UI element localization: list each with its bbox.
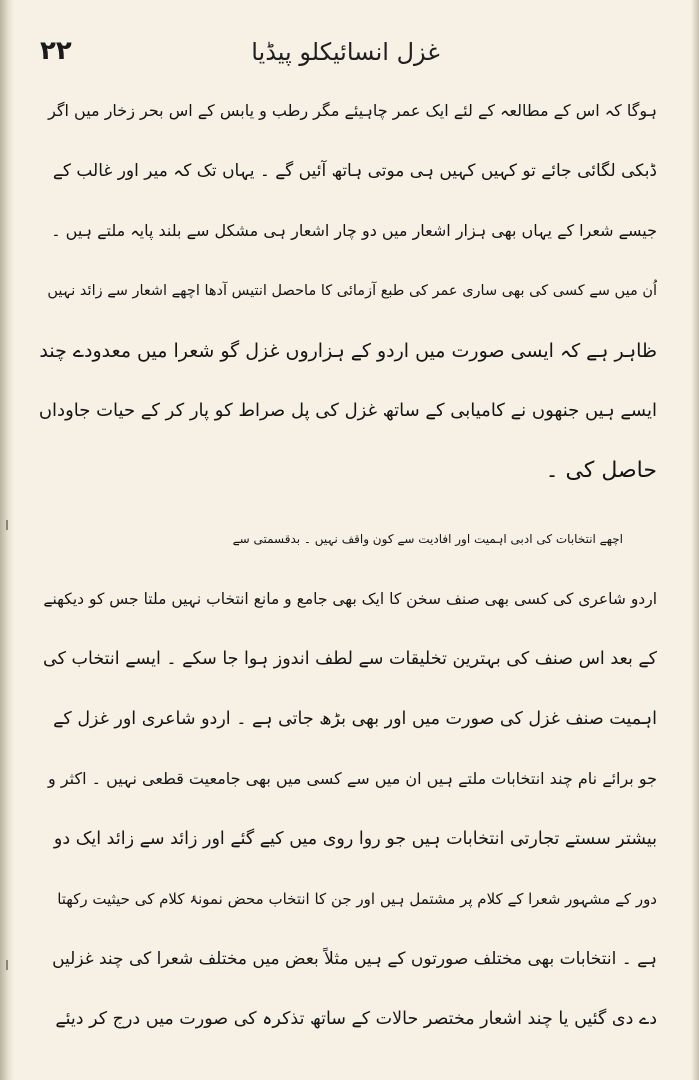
- text-line: اچھے انتخابات کی ادبی اہمیت اور افادیت سے کون واقف نہیں ۔ بدقسمتی سے: [232, 532, 623, 546]
- page-header: [40, 32, 651, 76]
- running-title: غزل انسائیکلو پیڈیا: [251, 38, 440, 66]
- text-line: دور کے مشہور شعرا کے کلام پر مشتمل ہیں اور جن کا انتخاب محض نمونۂ کلام کی حیثیت رکھتا: [57, 890, 657, 908]
- margin-mark: [6, 520, 14, 530]
- text-line: دے دی گئیں یا چند اشعار مختصر حالات کے ساتھ تذکرہ کی صورت میں درج کر دیئے: [55, 1009, 657, 1029]
- text-line: کے بعد اس صنف کی بہترین تخلیقات سے لطف اندوز ہوا جا سکے ۔ ایسے انتخاب کی: [43, 649, 657, 669]
- text-line: اردو شاعری کی کسی بھی صنف سخن کا ایک بھی جامع و مانع انتخاب نہیں ملتا جس کو دیکھنے: [43, 590, 657, 608]
- margin-mark: [6, 960, 14, 970]
- text-line: ڈبکی لگائی جائے تو کہیں کہیں ہی موتی ہاتھ آئیں گے ۔ یہاں تک کہ میر اور غالب کے: [52, 161, 657, 181]
- text-line: ایسے ہیں جنھوں نے کامیابی کے ساتھ غزل کی پل صراط کو پار کر کے حیات جاوداں: [38, 400, 657, 421]
- text-line: ظاہر ہے کہ ایسی صورت میں اردو کے ہزاروں غزل گو شعرا میں معدودے چند: [39, 340, 657, 362]
- paragraph-2: [40, 524, 657, 1034]
- text-line: ہے ۔ انتخابات بھی مختلف صورتوں کے ہیں مثلاً بعض میں مختلف شعرا کی چند غزلیں: [52, 949, 657, 969]
- text-line: جو برائے نام چند انتخابات ملتے ہیں ان میں سے کسی میں بھی جامعیت قطعی نہیں ۔ اکثر و: [48, 769, 657, 788]
- paragraph-1: [40, 96, 657, 486]
- text-line: حاصل کی ۔: [545, 458, 657, 483]
- body-text: [40, 96, 657, 1034]
- text-line: اہمیت صنف غزل کی صورت میں اور بھی بڑھ جاتی ہے ۔ اردو شاعری اور غزل کے: [53, 709, 657, 729]
- text-line: جیسے شعرا کے یہاں بھی ہزار اشعار میں دو چار اشعار ہی مشکل سے بلند پایہ ملتے ہیں ۔: [51, 221, 657, 240]
- text-line: بیشتر سستے تجارتی انتخابات ہیں جو روا روی میں کیے گئے اور زائد سے زائد ایک دو: [53, 829, 657, 849]
- text-line: اُن میں سے کسی کی بھی ساری عمر کی طبع آزمائی کا ماحصل انتیس آدھا اچھے اشعار سے زائد نہیں: [47, 283, 657, 299]
- text-line: ہوگا کہ اس کے مطالعہ کے لئے ایک عمر چاہیئے مگر رطب و یابس کے اس بحر زخار میں اگر: [48, 101, 657, 120]
- page-number: ۲۲: [40, 36, 72, 66]
